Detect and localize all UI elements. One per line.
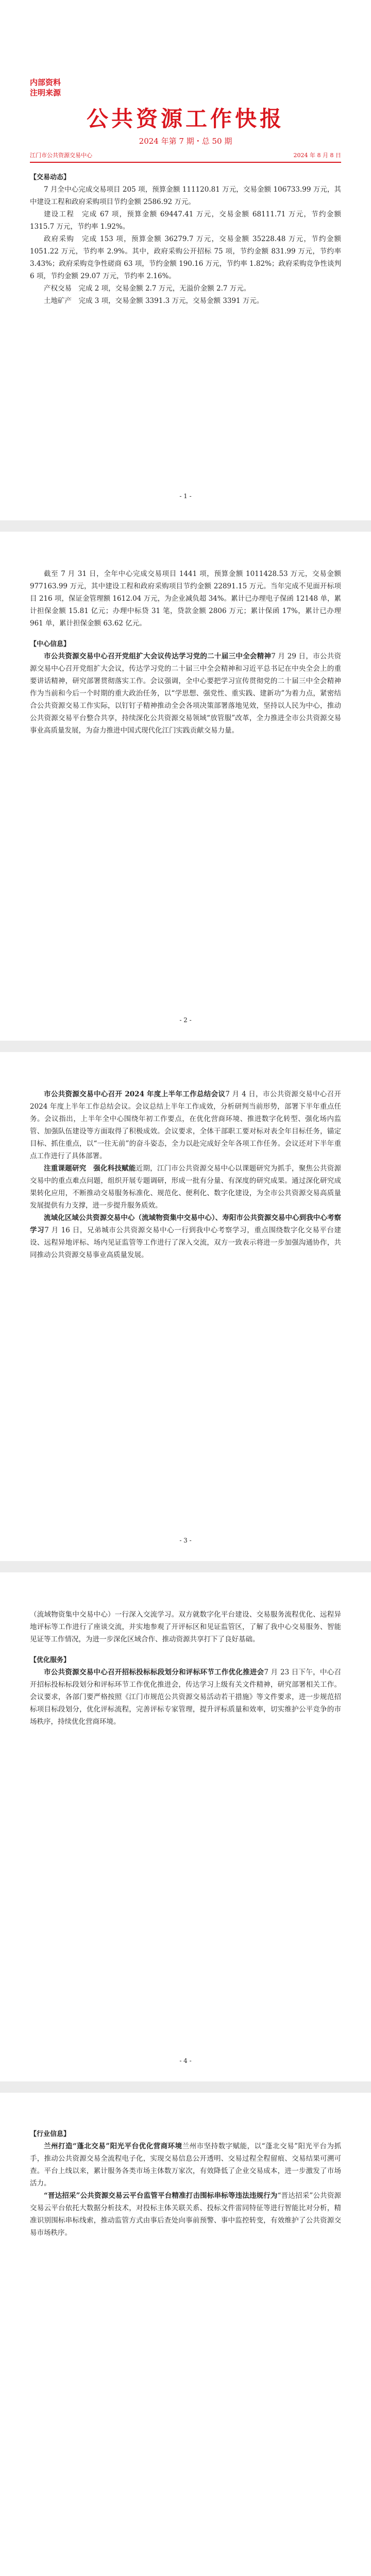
- news-headline: “晋达招采”公共资源交易云平台监管平台精准打击围标串标等违法违规行为: [44, 2192, 278, 2200]
- paragraph: 产权交易 完成 2 项，交易金额 2.7 万元，无溢价金额 2.7 万元。: [44, 284, 251, 293]
- publish-date: 2024 年 8 月 8 日: [293, 152, 341, 159]
- page-number: - 3 -: [179, 1537, 192, 1544]
- section-heading: 【优化服务】: [30, 1656, 71, 1664]
- page-4: [0, 1572, 371, 2081]
- news-body: 7 月 29 日，市公共资源交易中心召开党组扩大会议，传达学习党的二十届三中全会精神和习近平总书记在中央全会上的重要讲话精神，研究部署贯彻落实工作。会议强调，全中心要把学习宣传贯彻党的二十届三中全会精神作为当前和今后一个时期的重大政治任务，以“学思想、强党性、重实践、建新功”为着力点，紧密结合公共资源交易工作实际，以钉钉子精神推动全会各项决策部署落地见效，坚持以人民为中心，推动公共资源交易平台整合共享，持续深化公共资源交易领域“放管服”改革，全力推进全市公共资源交易事业高质量发展，为奋力推进中国式现代化江门实践贡献交易力量。: [30, 652, 341, 735]
- section-heading: 【行业信息】: [30, 2130, 71, 2138]
- news-headline: 市公共资源交易中心召开党组扩大会议传达学习党的二十届三中全会精神: [44, 652, 272, 660]
- page-3: [0, 1052, 371, 1561]
- publisher: 江门市公共资源交易中心: [30, 152, 92, 159]
- paragraph: [30, 1162, 341, 1212]
- news-headline: 市公共资源交易中心召开招标投标标段划分和评标环节工作优化推进会: [44, 1668, 264, 1676]
- news-headline: 注重课题研究 强化科技赋能: [44, 1164, 136, 1173]
- page-1: [0, 0, 371, 520]
- section-heading: 【中心信息】: [30, 640, 71, 648]
- paragraph: （流域物资集中交易中心）一行深入交流学习。双方就数字化平台建设、交易服务流程优化、远程异地评标等工作进行了座谈交流，并实地参观了开评标区和见证监管区，了解了我中心交易服务、智能见证等工作情况，为进一步深化区域合作、推动资源共享打下了良好基础。: [30, 1611, 341, 1643]
- issue-number: 2024 年第 7 期・总 50 期: [139, 137, 232, 146]
- news-headline: 流域化区域公共资源交易中心（流域物资集中交易中心）、寿阳市公共资源交易中心到我中心考察学习: [30, 1214, 341, 1234]
- news-body: 7 月 23 日下午，中心召开招标投标标段划分和评标环节工作优化推进会，传达学习上级有关文件精神，研究部署相关工作。会议要求，各部门要严格按照《江门市规范公共资源交易活动若干措施》等文件要求，进一步规范招标项目标段划分，优化评标流程，完善评标专家管理，提升评标质量和效率，切实维护公平竞争的市场秩序，持续优化营商环境。: [30, 1668, 341, 1726]
- page-gap: [0, 1041, 371, 1052]
- news-body: 7 月 16 日，兄弟城市公共资源交易中心一行到我中心考察学习，重点围绕数字化交易平台建设、远程异地评标、场内见证监管等工作进行了深入交流，双方一致表示将进一步加强沟通协作，共同推动公共资源交易事业高质量发展。: [30, 1226, 342, 1259]
- page-gap: [0, 2081, 371, 2093]
- paragraph: 建设工程 完成 67 项，预算金额 69447.41 万元，交易金额 68111.71 万元，节约金额 1315.7 万元，节约率 1.92%。: [30, 210, 341, 231]
- page-2: [0, 532, 371, 1041]
- news-body: 兰州市坚持数字赋能，以“蓬北交易”阳光平台为抓手，推动公共资源交易全流程电子化，实现交易信息公开透明、交易过程全程留痕、交易结果可溯可查。平台上线以来，累计服务各类市场主体数万家次，有效降低了企业交易成本，进一步激发了市场活力。: [30, 2142, 341, 2188]
- page-title: 公共资源工作快报: [86, 106, 284, 131]
- paragraph: 7 月全中心完成交易项目 205 项，预算金额 111120.81 万元，交易金额 106733.99 万元，其中建设工程和政府采购项目节约金额 2586.92 万元。: [30, 185, 341, 206]
- paragraph: [30, 2140, 341, 2190]
- masthead-meta: [30, 151, 341, 160]
- page-gap: [0, 1561, 371, 1572]
- page-gap: [0, 520, 371, 532]
- page-number: - 4 -: [179, 2057, 192, 2064]
- paragraph: [30, 2190, 341, 2239]
- paragraph: [30, 1088, 341, 1162]
- paragraph: [30, 1212, 341, 1261]
- internal-mark: 内部资料: [30, 78, 61, 87]
- source-mark: 注明来源: [30, 88, 61, 97]
- news-body: 7 月 4 日，市公共资源交易中心召开 2024 年度上半年工作总结会议。会议总结上半年工作成效，分析研判当前形势，部署下半年重点任务。会议指出，上半年全中心围绕年初工作要点，在优化营商环境、推进数字化转型、强化场内监管、加强队伍建设等方面取得了积极成效。会议要求，全体干部职工要对标对表全年目标任务，锚定目标、抓住重点，以“一往无前”的奋斗姿态，全力以赴完成好全年各项工作任务。会议还对下半年重点工作进行了具体部署。: [30, 1090, 341, 1160]
- paragraph: [30, 1666, 341, 1728]
- section-heading: 【交易动态】: [30, 174, 71, 181]
- paragraph: 政府采购 完成 153 项，预算金额 36279.7 万元，交易金额 35228.48 万元，节约金额 1051.22 万元，节约率 2.9%。其中，政府采购公开招标 75 项，节约金额 831.99 万元，节约率 3.43%；政府采购竞争性磋商 63 项，节约金额 190.16 万元，节约率 1.82%；政府采购竞争性谈判 6 项，节约金额 29.07 万元，节约率 2.16%。: [30, 235, 341, 280]
- page-number: - 1 -: [179, 493, 192, 500]
- paragraph: 土地矿产 完成 3 项，交易金额 3391.3 万元，交易金额 3391 万元。: [44, 297, 264, 305]
- page-number: - 2 -: [179, 1016, 192, 1024]
- news-headline: 市公共资源交易中心召开 2024 年度上半年工作总结会议: [44, 1090, 226, 1098]
- page-5: [0, 2093, 371, 2576]
- news-body: 近期，江门市公共资源交易中心以课题研究为抓手，聚焦公共资源交易中的重点难点问题，组织开展专题调研，形成一批有分量、有深度的研究成果。通过深化研究成果转化应用，不断推动交易服务标准化、规范化、便利化、数字化建设，为全市公共资源交易高质量发展提供有力支撑，进一步提升服务质效。: [30, 1164, 342, 1210]
- paragraph: 截至 7 月 31 日，全年中心完成交易项目 1441 项，预算金额 1011428.53 万元，交易金额 977163.99 万元，其中建设工程和政府采购项目节约金额 22891.15 万元。当年完成不见面开标项目 216 项，保证金管理额 1612.04 万元，为企业减负超 34%。累计已办理电子保函 12148 单，累计担保金额 15.81 亿元；办理中标贷 31 笔，贷款金额 2806 万元；累计保函 17%，累计已办理 961 单，累计担保金额 63.62 亿元。: [30, 570, 341, 628]
- news-headline: 兰州打造“蓬北交易”阳光平台优化营商环境: [44, 2142, 182, 2150]
- news-body: “晋达招采”公共资源交易云平台依托大数据分析技术，对投标主体关联关系、投标文件雷同特征等进行智能比对分析，精准识别围标串标线索，推动监管方式由事后查处向事前预警、事中监控转变，有效维护了公共资源交易市场秩序。: [30, 2192, 341, 2237]
- paragraph: [30, 650, 341, 737]
